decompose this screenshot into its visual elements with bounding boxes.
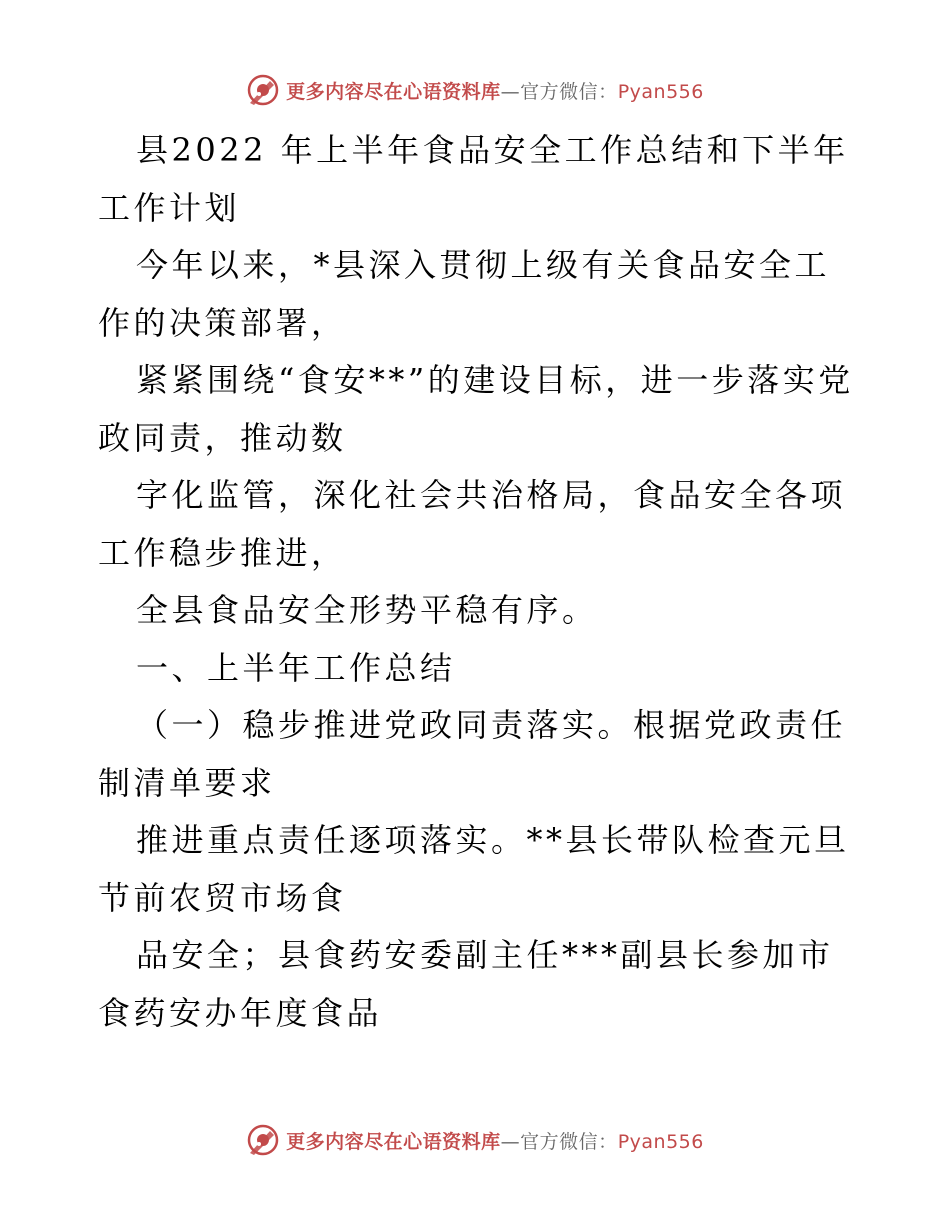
footer-watermark: [0, 1120, 950, 1160]
watermark-separator: —官方微信：: [500, 80, 618, 103]
watermark-text: [286, 1127, 704, 1154]
watermark-separator: —官方微信：: [500, 1130, 618, 1153]
pen-logo-icon: [246, 1123, 280, 1157]
watermark-id: Pyan556: [617, 80, 704, 103]
watermark-main: 更多内容尽在心语资料库: [286, 1130, 501, 1153]
paragraph: 紧紧围绕“食安**”的建设目标，进一步落实党政同责，推动数: [98, 361, 854, 457]
watermark-main: 更多内容尽在心语资料库: [286, 80, 501, 103]
paragraph: 字化监管，深化社会共治格局，食品安全各项工作稳步推进，: [98, 476, 847, 572]
document-title: 县2022 年上半年食品安全工作总结和下半年工作计划: [98, 131, 849, 227]
paragraph: 品安全；县食药安委副主任***副县长参加市食药安办年度食品: [98, 936, 834, 1032]
paragraph: （一）稳步推进党政同责落实。根据党政责任制清单要求: [98, 706, 847, 802]
paragraph: 今年以来，*县深入贯彻上级有关食品安全工作的决策部署，: [98, 246, 831, 342]
watermark-text: [286, 77, 704, 104]
paragraph: 推进重点责任逐项落实。**县长带队检查元旦节前农贸市场食: [98, 821, 850, 917]
header-watermark: [0, 70, 950, 110]
watermark-id: Pyan556: [617, 1130, 704, 1153]
pen-logo-icon: [246, 73, 280, 107]
section-heading: 一、上半年工作总结: [136, 648, 456, 687]
document-body: [98, 122, 858, 1042]
paragraph: 全县食品安全形势平稳有序。: [136, 591, 598, 629]
